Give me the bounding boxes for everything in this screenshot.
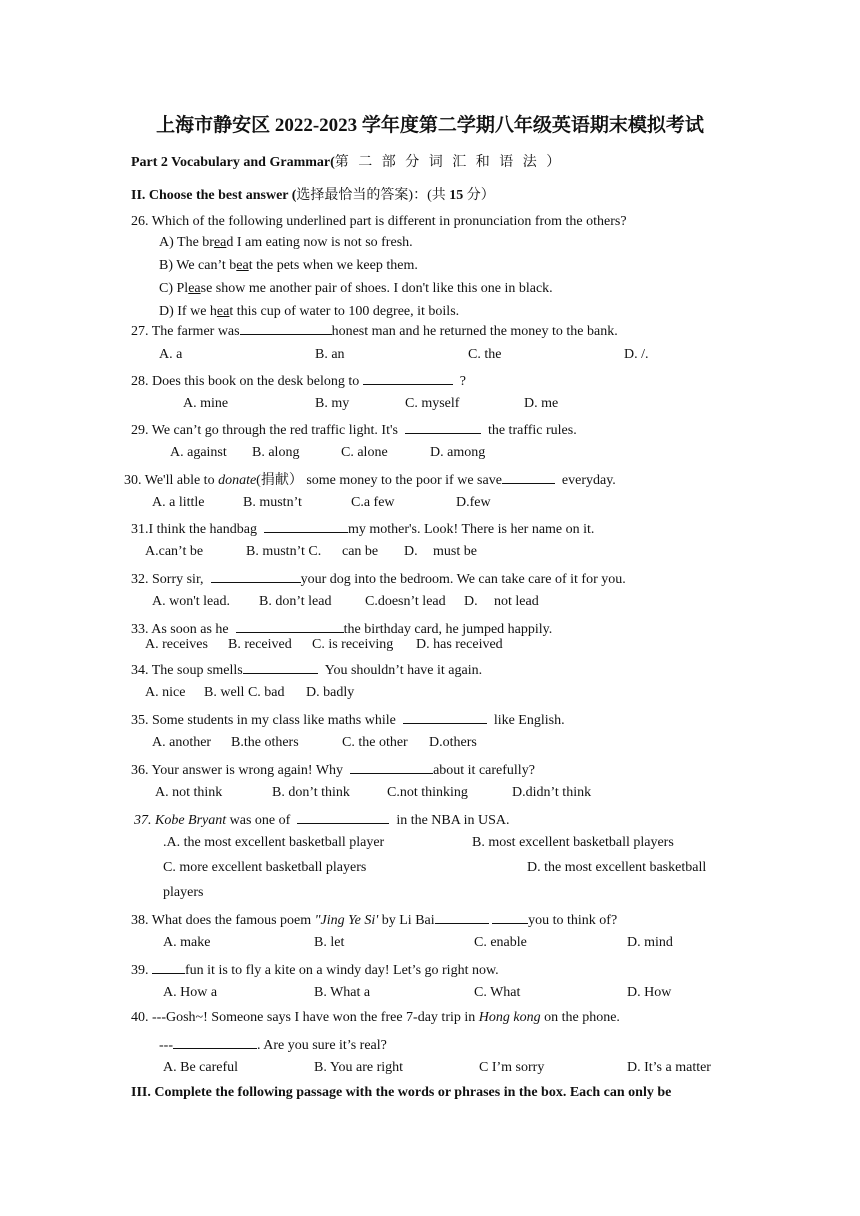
part2-heading-zh: 第 二 部 分 词 汇 和 语 法 ）: [334, 155, 564, 170]
answer-blank: [492, 909, 528, 924]
section2-unit: 分）: [463, 188, 495, 203]
q27-option-c: C. the: [468, 347, 502, 362]
q37-option-a: .A. the most excellent basketball player: [163, 835, 385, 850]
q28-stem: 28. Does this book on the desk belong to ?: [131, 370, 466, 391]
q32-option-b: B. don’t lead: [259, 594, 332, 609]
q29-option-b: B. along: [252, 445, 300, 460]
q36-option-b: B. don’t think: [272, 785, 350, 800]
q35-option-a: A. another: [152, 735, 212, 750]
answer-blank: [350, 759, 433, 774]
q39-option-a: A. How a: [163, 985, 218, 1000]
q32-option-c: C.doesn’t lead: [365, 594, 446, 609]
q36-option-a: A. not think: [155, 785, 223, 800]
q37-option-d: D. the most excellent basketball: [527, 860, 707, 875]
q32-option-a: A. won't lead.: [152, 594, 230, 609]
q36-option-d: D.didn’t think: [512, 785, 592, 800]
q31-option-c: can be: [342, 544, 379, 559]
q39-stem: 39. fun it is to fly a kite on a windy day! Let’s go right now.: [131, 959, 499, 980]
answer-blank: [152, 959, 185, 974]
q34-stem: 34. The soup smells You shouldn’t have it again.: [131, 659, 482, 680]
q29-stem: 29. We can’t go through the red traffic light. It's the traffic rules.: [131, 419, 577, 440]
section2-points: 15: [449, 188, 464, 203]
q33-option-c: C. is receiving: [312, 637, 394, 652]
q30-option-a: A. a little: [152, 495, 205, 510]
q39-option-c: C. What: [474, 985, 521, 1000]
q26-option-c: C) Please show me another pair of shoes. I don't like this one in black.: [159, 281, 553, 296]
q35-option-d: D.others: [429, 735, 477, 750]
answer-blank: [502, 469, 555, 484]
q31-option-d: must be: [433, 544, 477, 559]
answer-blank: [363, 370, 453, 385]
q35-option-c: C. the other: [342, 735, 408, 750]
section3-heading: III. Complete the following passage with the words or phrases in the box. Each can only be: [131, 1085, 672, 1100]
section2-heading: [131, 187, 495, 205]
q31-stem: 31.I think the handbag my mother's. Look! There is her name on it.: [131, 518, 594, 539]
q38-option-b: B. let: [314, 935, 345, 950]
q33-option-a: A. receives: [145, 637, 208, 652]
q27-option-d: D. /.: [624, 347, 649, 362]
q34-option-b: B. well C. bad: [204, 685, 285, 700]
q34-option-a: A. nice: [145, 685, 186, 700]
q32-option-d-letter: D.: [464, 594, 478, 609]
page-title: 上海市静安区 2022-2023 学年度第二学期八年级英语期末模拟考试: [156, 115, 704, 136]
answer-blank: [403, 709, 487, 724]
q38-option-a: A. make: [163, 935, 211, 950]
q26-option-a: A) The bread I am eating now is not so fresh.: [159, 235, 413, 250]
q28-option-a: A. mine: [183, 396, 229, 411]
q26-option-b: B) We can’t beat the pets when we keep them.: [159, 258, 418, 273]
q27-option-b: B. an: [315, 347, 345, 362]
q40-option-c: C I’m sorry: [479, 1060, 545, 1075]
answer-blank: [243, 659, 318, 674]
q33-stem: 33. As soon as he the birthday card, he jumped happily.: [131, 618, 552, 639]
q28-option-d: D. me: [524, 396, 559, 411]
q27-stem: 27. The farmer was honest man and he returned the money to the bank.: [131, 320, 618, 341]
section2-heading-tail: )：(共: [408, 188, 450, 203]
q37-stem: 37. Kobe Bryant was one of in the NBA in USA.: [134, 809, 510, 830]
q35-option-b: B.the others: [231, 735, 299, 750]
q40-option-d: D. It’s a matter: [627, 1060, 711, 1075]
q26-option-d: D) If we heat this cup of water to 100 degree, it boils.: [159, 304, 460, 319]
q30-option-c: C.a few: [351, 495, 395, 510]
q40-option-b: B. You are right: [314, 1060, 404, 1075]
answer-blank: [435, 909, 489, 924]
answer-blank: [264, 518, 348, 533]
q28-option-b: B. my: [315, 396, 350, 411]
answer-blank: [173, 1034, 257, 1049]
q40-stem: 40. ---Gosh~! Someone says I have won the free 7-day trip in Hong kong on the phone.: [131, 1010, 620, 1025]
q33-option-b: B. received: [228, 637, 292, 652]
q30-option-d: D.few: [456, 495, 491, 510]
q39-option-d: D. How: [627, 985, 672, 1000]
answer-blank: [405, 419, 481, 434]
q32-option-d: not lead: [494, 594, 539, 609]
q28-option-c: C. myself: [405, 396, 460, 411]
section2-heading-en: II. Choose the best answer (: [131, 188, 297, 203]
q31-option-a: A.can’t be: [145, 544, 204, 559]
q40-stem-line2: --- . Are you sure it’s real?: [159, 1034, 387, 1055]
q38-option-d: D. mind: [627, 935, 673, 950]
q31-option-d-letter: D.: [404, 544, 418, 559]
q39-option-b: B. What a: [314, 985, 371, 1000]
q36-option-c: C.not thinking: [387, 785, 468, 800]
q29-option-c: C. alone: [341, 445, 388, 460]
q26-stem: 26. Which of the following underlined part is different in pronunciation from the others?: [131, 214, 627, 229]
q33-option-d: D. has received: [416, 637, 503, 652]
q31-option-b: B. mustn’t C.: [246, 544, 322, 559]
section2-heading-zh: 选择最恰当的答案: [296, 188, 409, 203]
q34-option-d: D. badly: [306, 685, 355, 700]
q32-stem: 32. Sorry sir, your dog into the bedroom. We can take care of it for you.: [131, 568, 626, 589]
q27-option-a: A. a: [159, 347, 183, 362]
q36-stem: 36. Your answer is wrong again! Why about it carefully?: [131, 759, 535, 780]
q40-option-a: A. Be careful: [163, 1060, 239, 1075]
part2-heading-en: Part 2 Vocabulary and Grammar(: [131, 155, 335, 170]
answer-blank: [297, 809, 389, 824]
part2-heading: [131, 154, 563, 172]
answer-blank: [211, 568, 301, 583]
q29-option-d: D. among: [430, 445, 486, 460]
q35-stem: 35. Some students in my class like maths while like English.: [131, 709, 565, 730]
q37-option-c: C. more excellent basketball players: [163, 860, 367, 875]
answer-blank: [236, 618, 344, 633]
q38-option-c: C. enable: [474, 935, 527, 950]
q37-option-b: B. most excellent basketball players: [472, 835, 674, 850]
q37-option-d-cont: players: [163, 885, 204, 900]
q29-option-a: A. against: [170, 445, 227, 460]
q30-option-b: B. mustn’t: [243, 495, 302, 510]
q38-stem: 38. What does the famous poem "Jing Ye Si' by Li Bai you to think of?: [131, 909, 617, 930]
q30-stem: 30. We'll able to donate(捐献） some money to the poor if we save everyday.: [124, 469, 616, 490]
answer-blank: [240, 320, 332, 335]
